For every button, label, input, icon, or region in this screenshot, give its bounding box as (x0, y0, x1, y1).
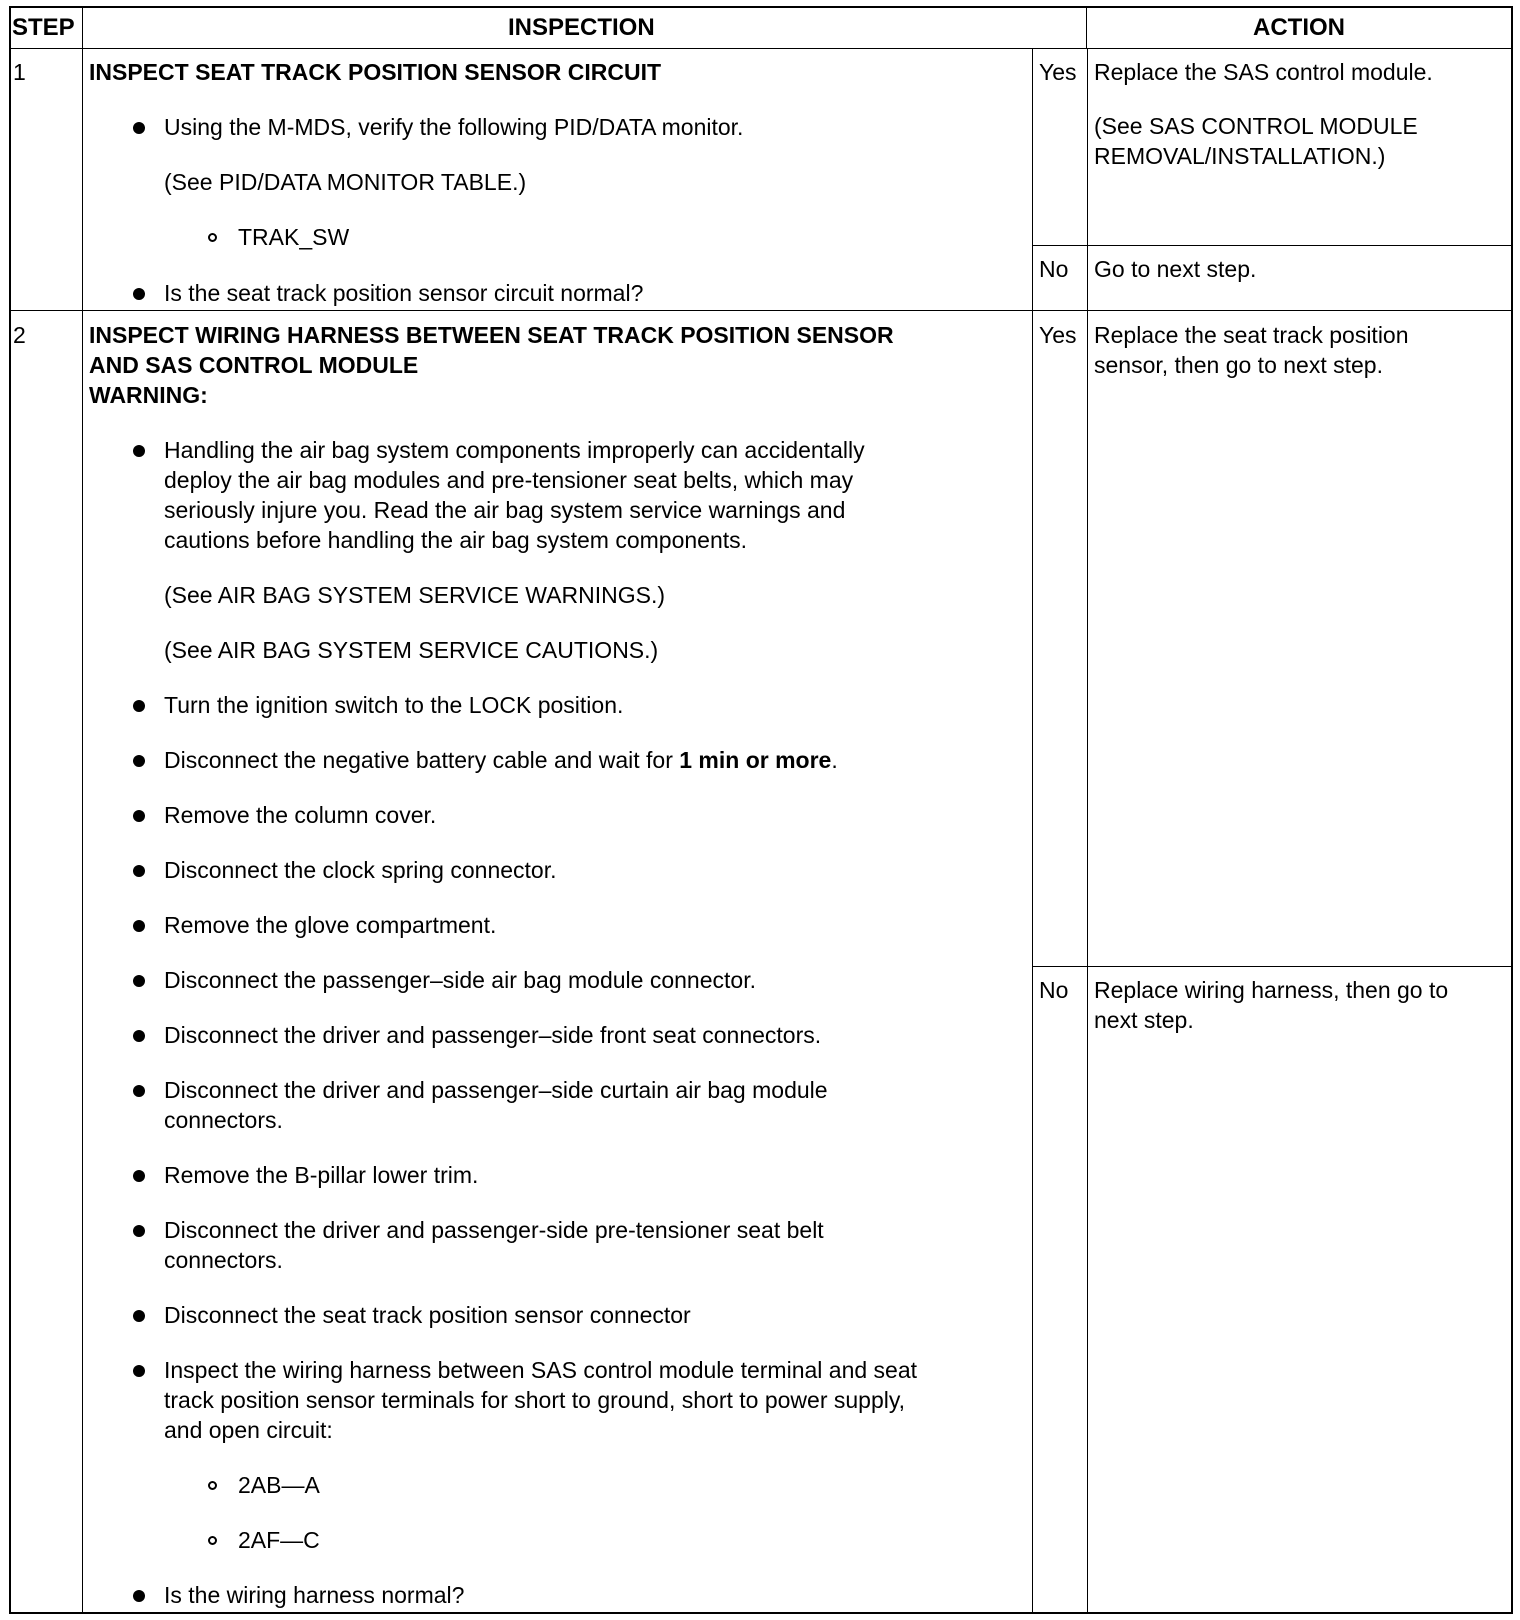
step1-bullet-1: Using the M-MDS, verify the following PID/DATA monitor. (164, 114, 744, 140)
bullet-icon (133, 975, 145, 987)
header-step: STEP (12, 14, 75, 41)
step2-item-10-line-2: connectors. (164, 1247, 283, 1273)
step2-item-5: Remove the glove compartment. (164, 912, 497, 938)
bullet-icon (133, 810, 145, 822)
bullet-icon (133, 1590, 145, 1602)
step2-see-cautions: (See AIR BAG SYSTEM SERVICE CAUTIONS.) (164, 637, 659, 663)
divider-step-inspection (82, 6, 83, 1614)
step2-warning-label: WARNING: (89, 382, 208, 408)
header-action: ACTION (1253, 14, 1345, 41)
divider-inspection-action (1086, 6, 1087, 48)
step2-item-3: Remove the column cover. (164, 802, 437, 828)
step1-sub-item: TRAK_SW (238, 224, 350, 250)
step2-warning-line-3: seriously injure you. Read the air bag system service warnings and (164, 497, 846, 523)
sub-bullet-icon (208, 233, 217, 242)
step2-item-2-duration: 1 min or more (679, 747, 832, 773)
step2-item-2 (164, 745, 838, 775)
step1-bottom-rule (9, 310, 1513, 311)
step2-warning-line-1: Handling the air bag system components improperly can accidentally (164, 437, 865, 463)
step2-no-label: No (1039, 977, 1069, 1003)
divider-yesno-action (1087, 48, 1088, 1614)
step2-item-12-line-3: and open circuit: (164, 1417, 333, 1443)
step2-no-action-line-2: next step. (1094, 1007, 1194, 1033)
step2-item-1: Turn the ignition switch to the LOCK position. (164, 692, 624, 718)
bullet-icon (133, 700, 145, 712)
bullet-icon (133, 1085, 145, 1097)
sub-bullet-icon (208, 1536, 217, 1545)
step2-terminal-1: 2AB—A (238, 1472, 320, 1498)
step1-yes-action-1: Replace the SAS control module. (1094, 59, 1433, 85)
header-bottom-rule (9, 48, 1513, 49)
header-inspection: INSPECTION (508, 14, 655, 41)
bullet-icon (133, 920, 145, 932)
sub-bullet-icon (208, 1481, 217, 1490)
step2-item-9: Remove the B-pillar lower trim. (164, 1162, 479, 1188)
step1-yes-action-2b: REMOVAL/INSTALLATION.) (1094, 143, 1386, 169)
step1-yes-label: Yes (1039, 59, 1077, 85)
step1-yes-action-2a: (See SAS CONTROL MODULE (1094, 113, 1418, 139)
step2-no-action-line-1: Replace wiring harness, then go to (1094, 977, 1449, 1003)
bullet-icon (133, 288, 145, 300)
bullet-icon (133, 445, 145, 457)
step2-item-4: Disconnect the clock spring connector. (164, 857, 557, 883)
step2-item-7: Disconnect the driver and passenger–side front seat connectors. (164, 1022, 822, 1048)
bullet-icon (133, 865, 145, 877)
step2-terminal-2: 2AF—C (238, 1527, 320, 1553)
step1-bullet-2: Is the seat track position sensor circuit normal? (164, 280, 644, 306)
step2-item-10-line-1: Disconnect the driver and passenger-side pre-tensioner seat belt (164, 1217, 824, 1243)
step2-warning-line-4: cautions before handling the air bag system components. (164, 527, 748, 553)
step2-see-warnings: (See AIR BAG SYSTEM SERVICE WARNINGS.) (164, 582, 666, 608)
step1-yes-no-rule (1032, 245, 1513, 246)
step2-title-line-2: AND SAS CONTROL MODULE (89, 352, 419, 378)
step2-number: 2 (13, 322, 26, 348)
bullet-icon (133, 1310, 145, 1322)
step1-no-label: No (1039, 256, 1069, 282)
step2-item-2-text: Disconnect the negative battery cable and wait for (164, 747, 680, 773)
step2-yes-no-rule (1032, 966, 1513, 967)
bullet-icon (133, 1365, 145, 1377)
bullet-icon (133, 1225, 145, 1237)
step2-yes-action-line-1: Replace the seat track position (1094, 322, 1409, 348)
step1-see-pid-table: (See PID/DATA MONITOR TABLE.) (164, 169, 527, 195)
step2-item-8-line-1: Disconnect the driver and passenger–side curtain air bag module (164, 1077, 828, 1103)
step2-yes-label: Yes (1039, 322, 1077, 348)
bullet-icon (133, 1170, 145, 1182)
step2-warning-line-2: deploy the air bag modules and pre-tensioner seat belts, which may (164, 467, 854, 493)
step2-item-11: Disconnect the seat track position sensor connector (164, 1302, 691, 1328)
bullet-icon (133, 1030, 145, 1042)
step2-title-line-1: INSPECT WIRING HARNESS BETWEEN SEAT TRACK POSITION SENSOR (89, 322, 894, 348)
step1-title: INSPECT SEAT TRACK POSITION SENSOR CIRCUIT (89, 59, 662, 85)
bullet-icon (133, 755, 145, 767)
divider-inspection-yesno (1032, 48, 1033, 1614)
step2-yes-action-line-2: sensor, then go to next step. (1094, 352, 1383, 378)
step2-item-8-line-2: connectors. (164, 1107, 283, 1133)
step1-number: 1 (13, 59, 26, 85)
step2-item-12-line-2: track position sensor terminals for short to ground, short to power supply, (164, 1387, 906, 1413)
step2-item-12-line-1: Inspect the wiring harness between SAS control module terminal and seat (164, 1357, 918, 1383)
step2-item-13: Is the wiring harness normal? (164, 1582, 465, 1608)
step2-item-2-end: . (831, 747, 838, 773)
step1-no-action: Go to next step. (1094, 256, 1257, 282)
bullet-icon (133, 122, 145, 134)
step2-item-6: Disconnect the passenger–side air bag module connector. (164, 967, 756, 993)
